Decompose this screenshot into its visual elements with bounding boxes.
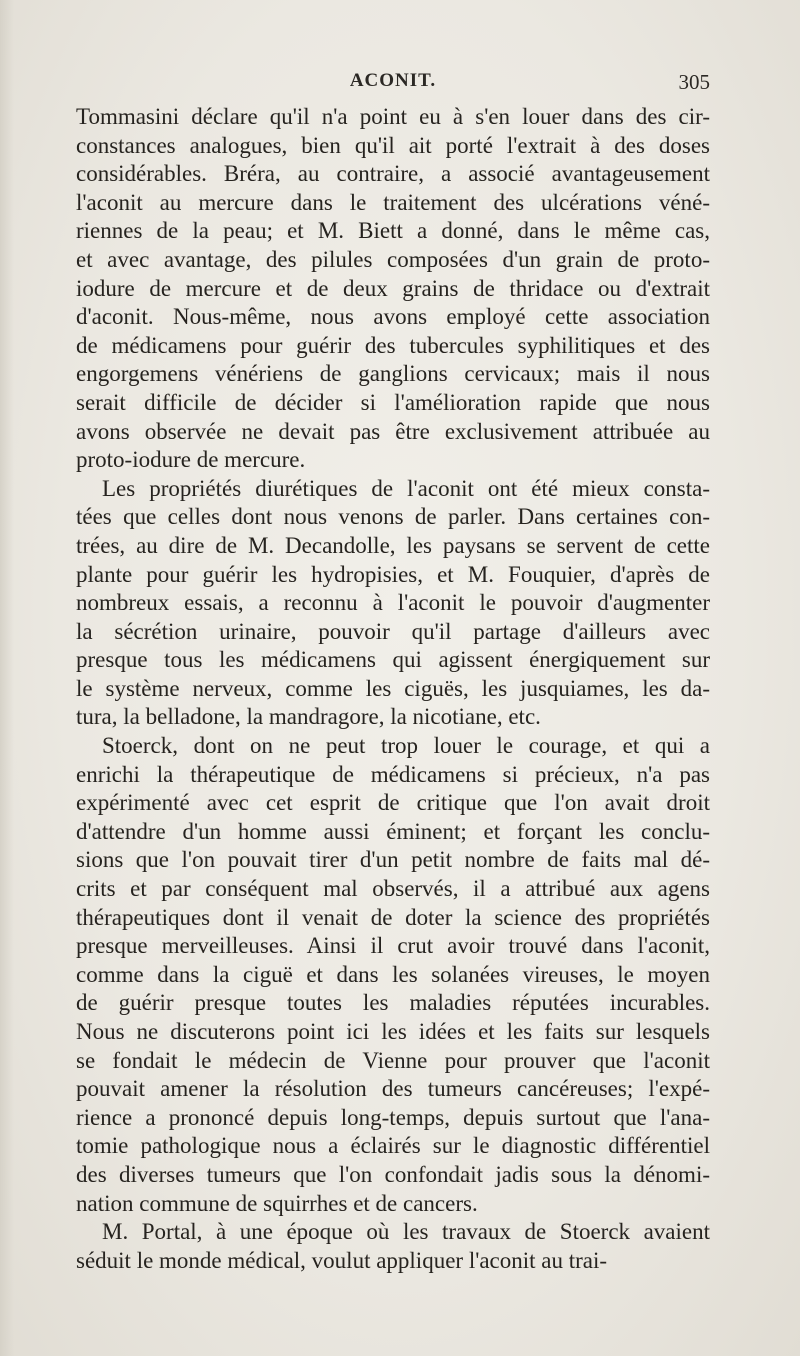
text-line: Nous ne discuterons point ici les idées et les faits sur lesquels	[76, 1019, 710, 1044]
paragraph	[76, 475, 710, 732]
body-text	[76, 103, 710, 1275]
text-line: nation commune de squirrhes et de cancers.	[76, 1190, 478, 1216]
text-line: presque merveilleuses. Ainsi il crut avoir trouvé dans l'aconit,	[76, 933, 710, 959]
text-line: proto-iodure de mercure.	[76, 447, 306, 473]
text-line: des diverses tumeurs que l'on confondait jadis sous la dénomi-	[76, 1161, 710, 1187]
running-title: ACONIT.	[349, 70, 437, 91]
text-line: et avec avantage, des pilules composées d'un grain de proto-	[76, 246, 710, 272]
text-line: constances analogues, bien qu'il ait porté l'extrait à des doses	[76, 132, 710, 158]
text-line: se fondait le médecin de Vienne pour prouver que l'aconit	[76, 1047, 710, 1073]
text-line: d'attendre d'un homme aussi éminent; et forçant les conclu-	[76, 818, 710, 844]
text-line: tées que celles dont nous venons de parler. Dans certaines con-	[76, 504, 710, 530]
text-line: comme dans la ciguë et dans les solanées vireuses, le moyen	[76, 961, 710, 987]
paragraph	[76, 1218, 710, 1275]
text-line: serait difficile de décider si l'amélioration rapide que nous	[76, 389, 710, 415]
text-line: séduit le monde médical, voulut appliquer l'aconit au trai-	[76, 1247, 608, 1273]
text-line: iodure de mercure et de deux grains de thridace ou d'extrait	[76, 275, 710, 301]
text-line: engorgemens vénériens de ganglions cervicaux; mais il nous	[76, 361, 710, 387]
text-line: tomie pathologique nous a éclairés sur le diagnostic différentiel	[76, 1133, 710, 1159]
text-line: Les propriétés diurétiques de l'aconit ont été mieux consta-	[102, 475, 710, 501]
text-line: thérapeutiques dont il venait de doter la science des propriétés	[76, 904, 710, 930]
text-line: riennes de la peau; et M. Biett a donné, dans le même cas,	[76, 218, 710, 244]
text-line: pouvait amener la résolution des tumeurs cancéreuses; l'expé-	[76, 1076, 710, 1102]
text-line: crits et par conséquent mal observés, il a attribué aux agens	[76, 876, 710, 902]
text-line: considérables. Bréra, au contraire, a associé avantageusement	[76, 161, 710, 187]
paragraph	[76, 732, 710, 1218]
text-line: rience a prononcé depuis long-temps, depuis surtout que l'ana-	[76, 1104, 710, 1130]
text-line: l'aconit au mercure dans le traitement des ulcérations véné-	[76, 189, 710, 215]
text-line: M. Portal, à une époque où les travaux de Stoerck avaient	[102, 1219, 710, 1245]
text-line: trées, au dire de M. Decandolle, les paysans se servent de cette	[76, 532, 710, 558]
page-header	[76, 70, 710, 100]
text-line: sions que l'on pouvait tirer d'un petit nombre de faits mal dé-	[76, 847, 710, 873]
text-line: enrichi la thérapeutique de médicamens si précieux, n'a pas	[76, 761, 710, 787]
text-line: de médicamens pour guérir des tubercules syphilitiques et des	[76, 332, 710, 358]
page-edge-shadow	[0, 0, 14, 1356]
text-line: presque tous les médicamens qui agissent énergiquement sur	[76, 647, 710, 673]
paragraph	[76, 103, 710, 475]
text-line: le système nerveux, comme les ciguës, les jusquiames, les da-	[76, 675, 710, 701]
text-line: de guérir presque toutes les maladies réputées incurables.	[76, 990, 710, 1016]
page-number: 305	[678, 70, 710, 94]
text-line: avons observée ne devait pas être exclusivement attribuée au	[76, 418, 710, 444]
text-line: tura, la belladone, la mandragore, la nicotiane, etc.	[76, 704, 541, 730]
text-line: d'aconit. Nous-même, nous avons employé cette association	[76, 304, 710, 330]
text-line: expérimenté avec cet esprit de critique que l'on avait droit	[76, 790, 710, 816]
text-line: Tommasini déclare qu'il n'a point eu à s'en louer dans des cir-	[76, 104, 710, 129]
text-line: nombreux essais, a reconnu à l'aconit le pouvoir d'augmenter	[76, 590, 710, 616]
text-line: la sécrétion urinaire, pouvoir qu'il partage d'ailleurs avec	[76, 618, 710, 644]
text-line: Stoerck, dont on ne peut trop louer le courage, et qui a	[102, 733, 710, 759]
text-line: plante pour guérir les hydropisies, et M. Fouquier, d'après de	[76, 561, 710, 587]
